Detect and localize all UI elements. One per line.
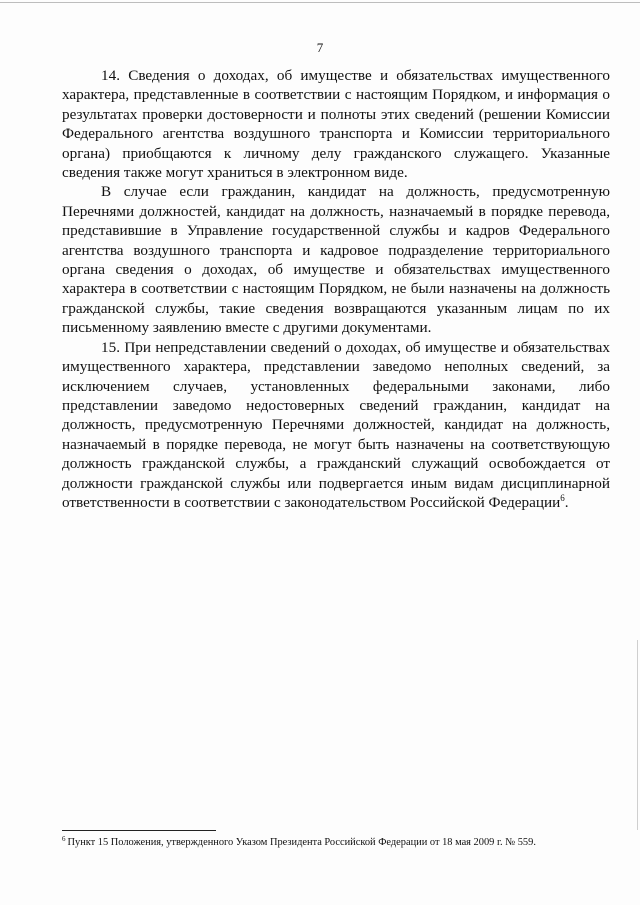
paragraph-15-tail: . [564, 493, 569, 511]
footnote-marker: 6 [62, 834, 66, 843]
paragraph-15-text: 15. При непредставлении сведений о доходах, об имуществе и обязательствах имущественного характера, представлении заведомо неполных сведений, за исключением случаев, установленных федеральными законами, либо представлении заведомо недостоверных сведений гражданин, кандидат на должность, предусмотренную Перечнями должностей, кандидат на должность, назначаемый в порядке перевода, не могут быть назначены на соответствующую должность гражданской службы, а гражданский служащий освобождается от должности гражданской службы или подвергается иным видам дисциплинарной ответственности в соответствии с законодательством Российской Федерации [62, 338, 610, 511]
footnote-text: Пункт 15 Положения, утвержденного Указом Президента Российской Федерации от 18 мая 2009 г. № 559. [67, 837, 536, 848]
footnote-separator [62, 830, 216, 831]
top-scan-edge [0, 2, 640, 3]
paragraph-14: 14. Сведения о доходах, об имуществе и обязательствах имущественного характера, представленные в соответствии с настоящим Порядком, и информация о результатах проверки достоверности и полноты этих сведений (решении Комиссии Федерального агентства воздушного транспорта и Комиссии территориального органа) приобщаются к личному делу гражданского служащего. Указанные сведения также могут храниться в электронном виде. [62, 67, 610, 182]
footnote-reference: 6 [560, 492, 565, 503]
paragraph-15 [62, 338, 610, 513]
paragraph-return-of-documents: В случае если гражданин, кандидат на должность, предусмотренную Перечнями должностей, кандидат на должность, назначаемый в порядке перевода, представившие в Управление государственной службы и кадров Федерального агентства воздушного транспорта и кадровое подразделение территориального органа сведения о доходах, об имуществе и обязательствах имущественного характера в соответствии с настоящим Порядком, не были назначены на должность гражданской службы, такие сведения возвращаются указанным лицам по их письменному заявлению вместе с другими документами. [62, 183, 610, 337]
footnote [62, 836, 622, 849]
page-number: 7 [316, 40, 324, 55]
document-body [62, 66, 610, 512]
scan-edge-line [637, 640, 638, 830]
